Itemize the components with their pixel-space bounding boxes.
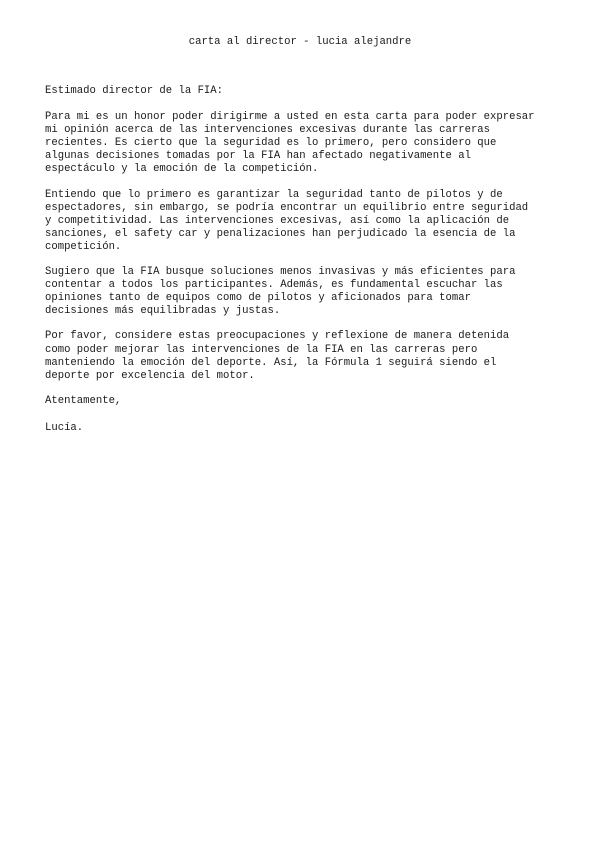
paragraph-line: deporte por excelencia del motor. [45,369,255,382]
paragraph-line: decisiones más equilibradas y justas. [45,305,281,318]
paragraph-line: sanciones, el safety car y penalizaciones han perjudicado la esencia de la [45,227,516,240]
paragraph-line: manteniendo la emoción del deporte. Así, la Fórmula 1 seguirá siendo el [45,356,497,369]
paragraph-line: mi opinión acerca de las intervenciones excesivas durante las carreras [45,124,491,137]
paragraph-1 [45,111,565,176]
paragraph-line: competición. [45,240,122,253]
closing-line: Atentamente, [45,394,122,407]
paragraph-line: recientes. Es cierto que la seguridad es lo primero, pero considero que [45,137,497,150]
paragraph-line: Sugiero que la FIA busque soluciones menos invasivas y más eficientes para [45,266,516,279]
paragraph-line: Para mi es un honor poder dirigirme a usted en esta carta para poder expresar [45,111,535,124]
document-title: carta al director - lucia alejandre [188,36,412,48]
paragraph-line: espectáculo y la emoción de la competición. [45,163,319,176]
salutation-line: Estimado director de la FIA: [45,85,224,97]
paragraph-line: Entiendo que lo primero es garantizar la seguridad tanto de pilotos y de [45,188,503,201]
signature [45,422,565,435]
paragraph-line: algunas decisiones tomadas por la FIA han afectado negativamente al [45,150,471,163]
paragraph-line: Por favor, considere estas preocupaciones y reflexione de manera detenida [45,330,510,343]
paragraph-3 [45,266,565,318]
paragraph-line: como poder mejorar las intervenciones de la FIA en las carreras pero [45,343,478,356]
paragraph-2 [45,189,565,254]
paragraph-line: contentar a todos los participantes. Además, es fundamental escuchar las [45,279,503,292]
closing [45,395,565,408]
paragraph-line: y competitividad. Las intervenciones excesivas, así como la aplicación de [45,214,510,227]
paragraph-line: opiniones tanto de equipos como de pilotos y aficionados para tomar [45,292,471,305]
signature-line: Lucía. [45,421,84,434]
salutation [45,85,565,98]
paragraph-4 [45,330,565,382]
paragraph-line: espectadores, sin embargo, se podría encontrar un equilibrio entre seguridad [45,201,529,214]
letter-body [45,85,565,447]
